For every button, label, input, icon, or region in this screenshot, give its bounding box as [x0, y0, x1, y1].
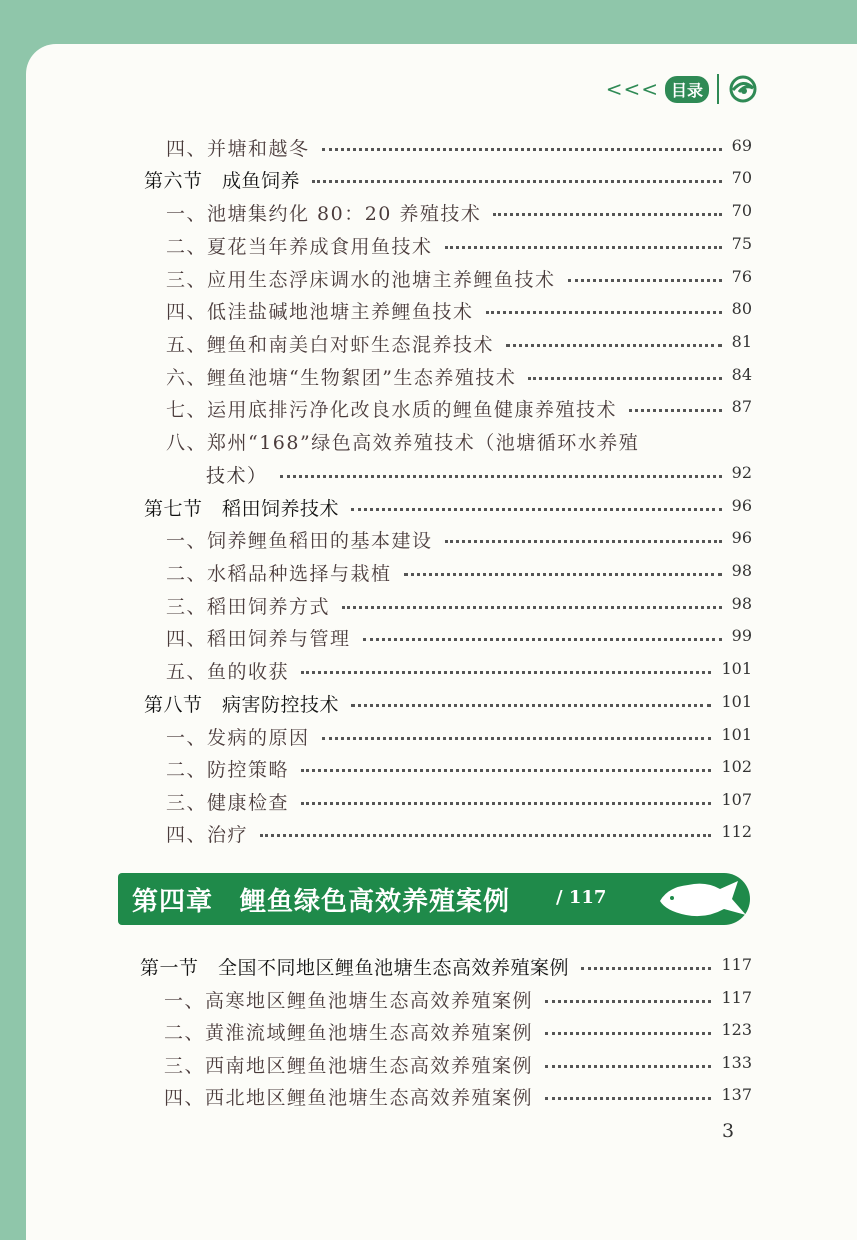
toc-dot-leader — [351, 498, 722, 511]
toc-entry-title: 一、饲养鲤鱼稻田的基本建设 — [166, 530, 433, 552]
toc-entry-title: 三、稻田饲养方式 — [166, 596, 331, 618]
toc-page-number: 101 — [721, 659, 752, 678]
toc-section-entry[interactable] — [0, 166, 857, 198]
toc-entry-title: 一、高寒地区鲤鱼池塘生态高效养殖案例 — [164, 990, 534, 1012]
toc-entry[interactable] — [0, 199, 857, 231]
toc-dot-leader — [568, 269, 722, 282]
page-header — [606, 74, 759, 104]
toc-entry-title: 八、郑州“168”绿色高效养殖技术（池塘循环水养殖 — [166, 432, 640, 454]
toc-entry[interactable] — [0, 395, 857, 427]
swirl-logo-icon — [727, 74, 759, 104]
toc-dot-leader — [545, 990, 711, 1003]
toc-entry[interactable] — [0, 592, 857, 624]
toc-entry[interactable] — [0, 755, 857, 787]
toc-dot-leader — [351, 694, 711, 707]
toc-entry[interactable] — [0, 134, 857, 166]
toc-entry-title: 五、鲤鱼和南美白对虾生态混养技术 — [166, 334, 495, 356]
toc-entry-title: 一、发病的原因 — [166, 727, 310, 749]
chapter-title: 第四章 鲤鱼绿色高效养殖案例 — [132, 887, 511, 917]
toc-dot-leader — [506, 334, 722, 347]
toc-entry[interactable] — [0, 788, 857, 820]
toc-dot-leader — [404, 563, 722, 576]
toc-entry[interactable] — [0, 428, 857, 460]
toc-dot-leader — [322, 727, 711, 740]
toc-entry[interactable] — [0, 723, 857, 755]
toc-section-entry[interactable] — [0, 953, 857, 985]
toc-dot-leader — [301, 759, 711, 772]
toc-entry[interactable] — [0, 1051, 857, 1083]
toc-page-number: 76 — [731, 267, 752, 286]
toc-entry-title: 三、健康检查 — [166, 792, 290, 814]
toc-entry[interactable] — [0, 297, 857, 329]
toc-page-number: 117 — [721, 955, 752, 974]
toc-section-entry[interactable] — [0, 494, 857, 526]
toc-page-number: 80 — [731, 299, 752, 318]
toc-page-number: 69 — [731, 136, 752, 155]
toc-entry-title: 三、应用生态浮床调水的池塘主养鲤鱼技术 — [166, 269, 556, 291]
toc-entry[interactable] — [0, 1018, 857, 1050]
toc-entry[interactable] — [0, 624, 857, 656]
toc-page-number: 133 — [721, 1053, 752, 1072]
toc-dot-leader — [545, 1022, 711, 1035]
toc-page-number: 107 — [721, 790, 752, 809]
toc-page-number: 117 — [721, 988, 752, 1007]
toc-section-entry[interactable] — [0, 690, 857, 722]
toc-dot-leader — [493, 203, 722, 216]
toc-entry[interactable] — [0, 820, 857, 852]
toc-entry[interactable] — [0, 232, 857, 264]
toc-page-number: 123 — [721, 1020, 752, 1039]
toc-page-number: 81 — [731, 332, 752, 351]
toc-entry-title: 三、西南地区鲤鱼池塘生态高效养殖案例 — [164, 1055, 534, 1077]
toc-entry-title: 二、水稻品种选择与栽植 — [166, 563, 392, 585]
toc-entry[interactable] — [0, 461, 857, 493]
toc-entry-title: 四、治疗 — [166, 824, 249, 846]
header-arrows: <<< — [605, 77, 659, 101]
toc-page-number: 137 — [721, 1085, 752, 1104]
toc-entry[interactable] — [0, 363, 857, 395]
toc-dot-leader — [581, 957, 711, 970]
toc-dot-leader — [545, 1055, 711, 1068]
toc-dot-leader — [363, 628, 722, 641]
toc-page-number: 102 — [721, 757, 752, 776]
chapter-page: / 117 — [556, 887, 607, 908]
toc-entry-title: 四、低洼盐碱地池塘主养鲤鱼技术 — [166, 301, 474, 323]
toc-page-number: 112 — [721, 822, 752, 841]
toc-dot-leader — [312, 170, 722, 183]
toc-dot-leader — [260, 824, 711, 837]
toc-entry-title: 一、池塘集约化 80：20 养殖技术 — [166, 203, 482, 225]
toc-page-number: 87 — [731, 397, 752, 416]
toc-entry-title: 二、黄淮流域鲤鱼池塘生态高效养殖案例 — [164, 1022, 534, 1044]
contents-badge: 目录 — [665, 76, 709, 103]
toc-dot-leader — [301, 792, 711, 805]
toc-page-number: 70 — [731, 168, 752, 187]
toc-dot-leader — [445, 530, 722, 543]
toc-entry-title: 第一节 全国不同地区鲤鱼池塘生态高效养殖案例 — [140, 957, 570, 979]
carp-fish-icon — [658, 877, 750, 925]
toc-dot-leader — [528, 367, 722, 380]
toc-page-number: 96 — [731, 528, 752, 547]
toc-page-number: 99 — [731, 626, 752, 645]
toc-page-number: 101 — [721, 725, 752, 744]
toc-entry-title: 四、西北地区鲤鱼池塘生态高效养殖案例 — [164, 1087, 534, 1109]
toc-entry[interactable] — [0, 657, 857, 689]
toc-entry[interactable] — [0, 526, 857, 558]
toc-page-number: 98 — [731, 561, 752, 580]
toc-entry-title: 第六节 成鱼饲养 — [144, 170, 301, 192]
toc-entry-title: 四、并塘和越冬 — [166, 138, 310, 160]
toc-entry[interactable] — [0, 986, 857, 1018]
toc-page-number: 70 — [731, 201, 752, 220]
page-number: 3 — [722, 1120, 735, 1142]
toc-entry[interactable] — [0, 265, 857, 297]
toc-page-number: 84 — [731, 365, 752, 384]
toc-dot-leader — [342, 596, 722, 609]
toc-entry-title: 第七节 稻田饲养技术 — [144, 498, 340, 520]
toc-entry-title: 五、鱼的收获 — [166, 661, 290, 683]
toc-dot-leader — [322, 138, 722, 151]
toc-entry-title: 二、防控策略 — [166, 759, 290, 781]
header-divider — [717, 74, 719, 104]
toc-entry-title: 四、稻田饲养与管理 — [166, 628, 351, 650]
toc-entry-title: 第八节 病害防控技术 — [144, 694, 340, 716]
chapter-banner[interactable] — [118, 873, 750, 925]
toc-page-number: 92 — [731, 463, 752, 482]
toc-entry[interactable] — [0, 1083, 857, 1115]
toc-dot-leader — [486, 301, 722, 314]
toc-page-number: 75 — [731, 234, 752, 253]
toc-page-number: 101 — [721, 692, 752, 711]
toc-dot-leader — [445, 236, 722, 249]
toc-dot-leader — [545, 1087, 711, 1100]
toc-page-number: 96 — [731, 496, 752, 515]
toc-entry-title: 技术） — [206, 465, 268, 487]
toc-entry-title: 六、鲤鱼池塘“生物絮团”生态养殖技术 — [166, 367, 517, 389]
toc-entry-title: 二、夏花当年养成食用鱼技术 — [166, 236, 433, 258]
toc-dot-leader — [280, 465, 722, 478]
toc-entry[interactable] — [0, 559, 857, 591]
toc-entry-title: 七、运用底排污净化改良水质的鲤鱼健康养殖技术 — [166, 399, 618, 421]
toc-dot-leader — [301, 661, 711, 674]
toc-dot-leader — [629, 399, 722, 412]
toc-entry[interactable] — [0, 330, 857, 362]
toc-page-number: 98 — [731, 594, 752, 613]
